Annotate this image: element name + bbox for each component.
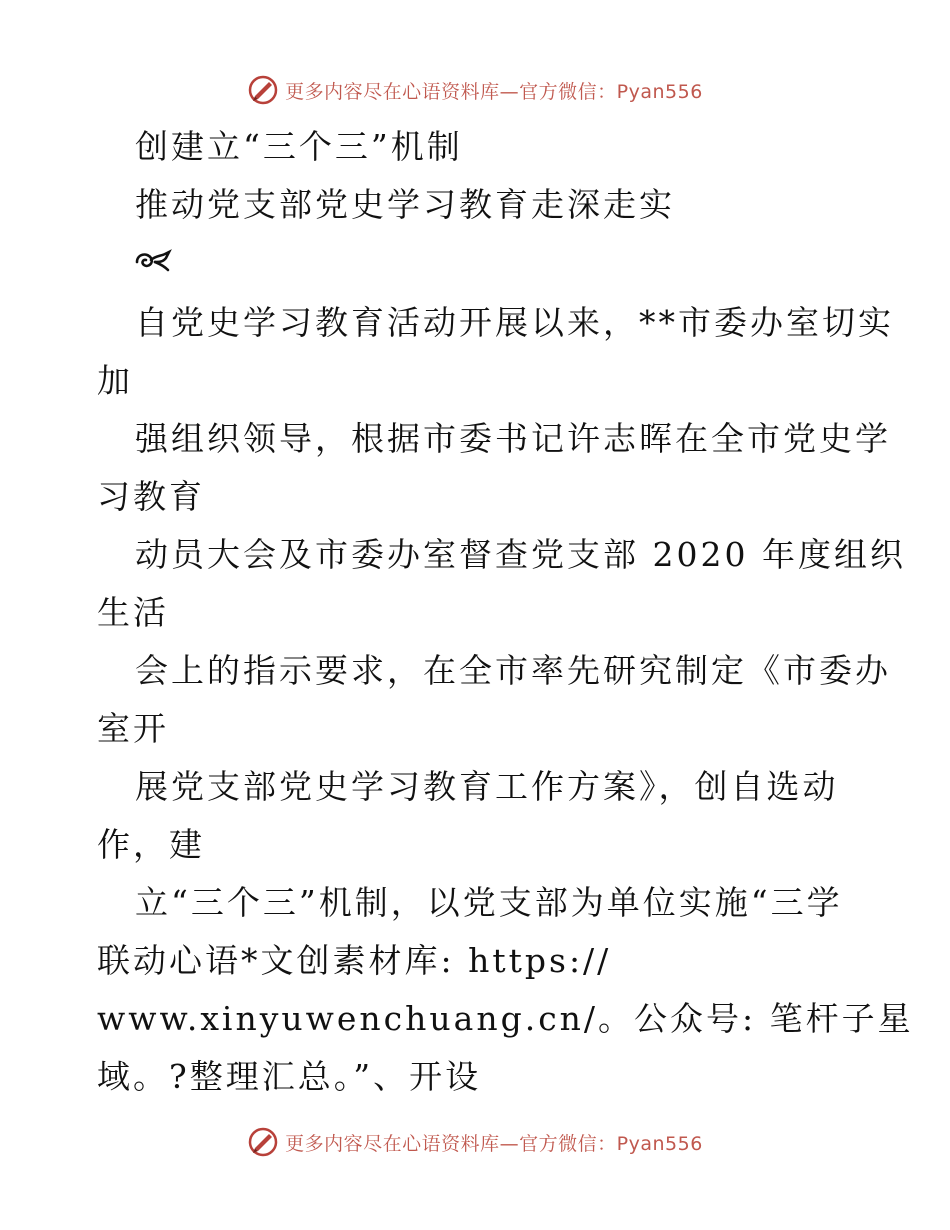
paragraph-line: 动员大会及市委办室督查党支部 2020 年度组织 (135, 535, 906, 574)
footer-watermark-banner (0, 1122, 950, 1162)
paragraph-line: 生活 (97, 593, 169, 632)
paragraph-line: 联动心语*文创素材库: https:// (97, 941, 612, 980)
paragraph-line: 展党支部党史学习教育工作方案》，创自选动 (135, 767, 839, 806)
doc-title-line-2: 推动党支部党史学习教育走深走实 (135, 185, 675, 224)
paragraph-line: 自党史学习教育活动开展以来，**市委办室切实 (135, 303, 894, 342)
banner-text: 更多内容尽在心语资料库—官方微信：Pyan556 (285, 1132, 703, 1155)
pen-logo-icon (247, 1126, 279, 1158)
paragraph-line: 域。?整理汇总。”、开设 (97, 1057, 482, 1096)
paragraph-line: 会上的指示要求，在全市率先研究制定《市委办 (135, 651, 891, 690)
paragraph-line: 立“三个三”机制，以党支部为单位实施“三学 (135, 883, 843, 922)
doc-title-line-1: 创建立“三个三”机制 (135, 127, 463, 166)
paragraph-line: 作，建 (97, 825, 205, 864)
paragraph-line: 加 (97, 361, 133, 400)
paragraph-line: 室开 (97, 709, 169, 748)
banner-text: 更多内容尽在心语资料库—官方微信：Pyan556 (285, 80, 703, 103)
paragraph-line: 习教育 (97, 477, 205, 516)
swirl-ornament-icon (133, 248, 173, 274)
paragraph-line: www.xinyuwenchuang.cn/。公众号: 笔杆子星 (97, 999, 914, 1038)
paragraph-line: 强组织领导，根据市委书记许志晖在全市党史学 (135, 419, 891, 458)
